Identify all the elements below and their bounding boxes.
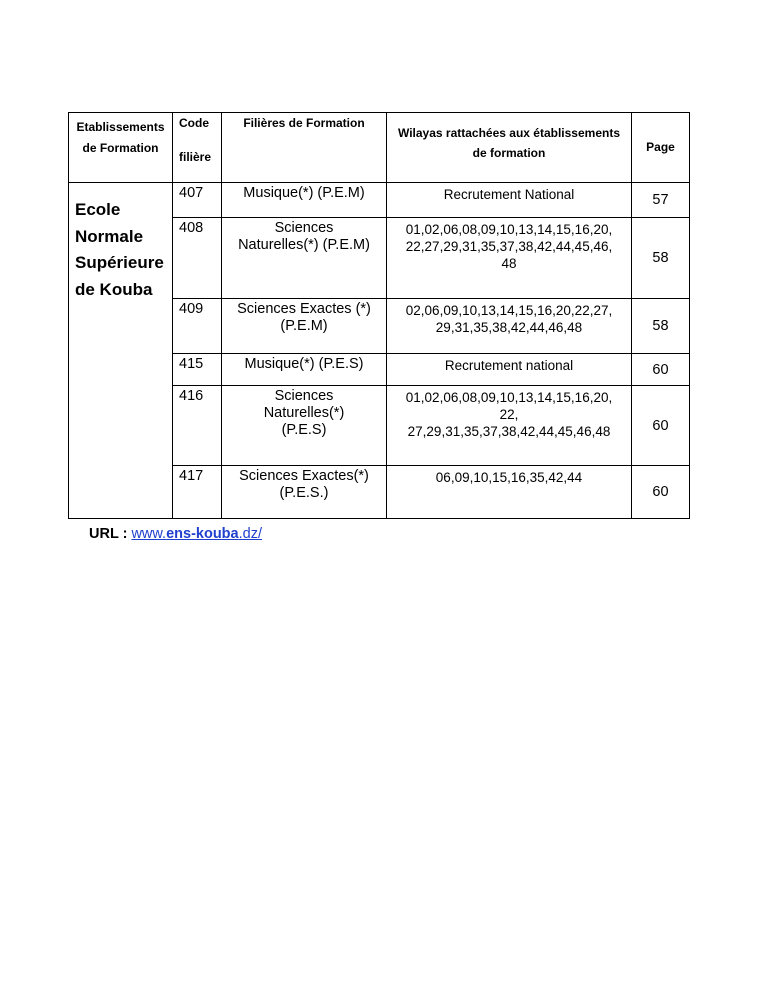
url-label: URL : bbox=[89, 526, 132, 542]
header-filieres: Filières de Formation bbox=[222, 113, 387, 183]
link-suffix: .dz/ bbox=[238, 526, 262, 542]
wilayas-cell bbox=[387, 386, 632, 466]
header-establishment-line1: Etablissements bbox=[76, 120, 165, 134]
establishment-line2: Normale bbox=[75, 226, 144, 246]
wilayas-line: 22,27,29,31,35,37,38,42,44,45,46, bbox=[405, 239, 613, 254]
header-code bbox=[173, 113, 222, 183]
code-cell: 408 bbox=[173, 218, 222, 299]
page-cell: 58 bbox=[632, 218, 690, 299]
filiere-line: Naturelles(*) bbox=[263, 405, 345, 421]
page-cell: 60 bbox=[632, 354, 690, 386]
wilayas-cell: Recrutement national bbox=[387, 354, 632, 386]
header-wilayas-line1: Wilayas rattachées aux établissements bbox=[397, 126, 620, 140]
wilayas-cell bbox=[387, 299, 632, 354]
filiere-cell bbox=[222, 466, 387, 519]
header-row bbox=[69, 113, 690, 183]
code-cell: 416 bbox=[173, 386, 222, 466]
header-establishment-line2: de Formation bbox=[82, 141, 159, 155]
header-code-line1: Code bbox=[179, 116, 209, 130]
wilayas-line: 01,02,06,08,09,10,13,14,15,16,20, bbox=[405, 222, 613, 237]
wilayas-cell: 06,09,10,15,16,35,42,44 bbox=[387, 466, 632, 519]
filiere-line: Naturelles(*) (P.E.M) bbox=[238, 237, 370, 253]
establishment-line4: de Kouba bbox=[75, 279, 153, 299]
filiere-cell bbox=[222, 299, 387, 354]
formation-table bbox=[68, 112, 690, 519]
wilayas-line: 29,31,35,38,42,44,46,48 bbox=[435, 320, 583, 335]
header-page: Page bbox=[632, 113, 690, 183]
header-establishment bbox=[69, 113, 173, 183]
filiere-line: (P.E.S) bbox=[281, 422, 327, 438]
wilayas-line: 48 bbox=[501, 256, 517, 271]
link-domain: ens-kouba bbox=[166, 526, 239, 542]
code-cell: 417 bbox=[173, 466, 222, 519]
header-wilayas bbox=[387, 113, 632, 183]
filiere-line: (P.E.S.) bbox=[279, 485, 329, 501]
wilayas-cell: Recrutement National bbox=[387, 183, 632, 218]
wilayas-line: 02,06,09,10,13,14,15,16,20,22,27, bbox=[405, 303, 613, 318]
filiere-cell bbox=[222, 218, 387, 299]
page-cell: 58 bbox=[632, 299, 690, 354]
header-wilayas-line2: de formation bbox=[472, 146, 546, 160]
filiere-line: Sciences Exactes(*) bbox=[239, 468, 369, 484]
page-cell: 60 bbox=[632, 386, 690, 466]
website-link[interactable] bbox=[131, 526, 262, 542]
establishment-line3: Supérieure bbox=[75, 253, 164, 272]
wilayas-line: 01,02,06,08,09,10,13,14,15,16,20, bbox=[405, 390, 613, 405]
wilayas-line: 27,29,31,35,37,38,42,44,45,46,48 bbox=[407, 424, 611, 439]
filiere-line: Sciences bbox=[274, 220, 334, 236]
filiere-line: Sciences bbox=[274, 388, 334, 404]
table-row bbox=[69, 183, 690, 218]
code-cell: 409 bbox=[173, 299, 222, 354]
filiere-cell bbox=[222, 386, 387, 466]
establishment-line1: Ecole bbox=[75, 200, 121, 219]
filiere-cell: Musique(*) (P.E.S) bbox=[222, 354, 387, 386]
wilayas-cell bbox=[387, 218, 632, 299]
url-line bbox=[89, 526, 262, 542]
establishment-name bbox=[69, 183, 173, 519]
page-cell: 57 bbox=[632, 183, 690, 218]
filiere-cell: Musique(*) (P.E.M) bbox=[222, 183, 387, 218]
filiere-line: (P.E.M) bbox=[280, 318, 328, 334]
wilayas-line: 22, bbox=[499, 407, 519, 422]
filiere-line: Sciences Exactes (*) bbox=[237, 301, 371, 317]
code-cell: 415 bbox=[173, 354, 222, 386]
link-prefix: www. bbox=[131, 526, 167, 542]
page-cell: 60 bbox=[632, 466, 690, 519]
header-code-line2: filière bbox=[179, 150, 212, 164]
code-cell: 407 bbox=[173, 183, 222, 218]
